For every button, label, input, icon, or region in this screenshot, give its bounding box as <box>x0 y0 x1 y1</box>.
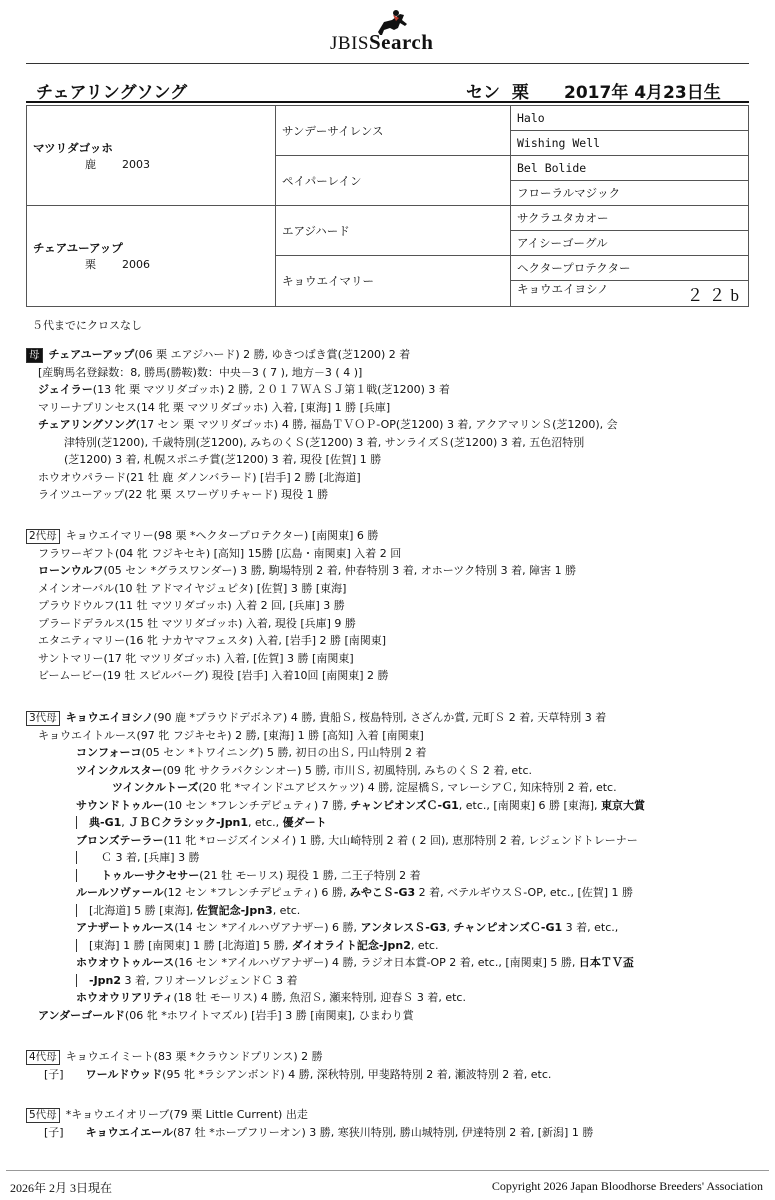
fourth-dam-section <box>26 1048 551 1083</box>
offspring-detail: (09 牝 サクラバクシンオー) 5 勝, 市川Ｓ, 初風特別, みちのくＳ 2 着, etc. <box>162 763 533 777</box>
graded-race: ダイオライト記念-Jpn2 <box>291 938 411 952</box>
offspring-detail: (13 牝 栗 マツリダゴッホ) 2 勝, ２０１７ＷＡＳＪ第１戦(芝1200) 3 着 <box>92 383 450 396</box>
offspring-name[interactable]: ジェイラー <box>38 383 93 396</box>
offspring-name[interactable]: ホウオウトゥルース <box>76 956 175 969</box>
offspring-detail: (05 セン *グラスワンダー) 3 勝, 駒場特別 2 着, 仲春特別 3 着, オホーツク特別 3 着, 障害 1 勝 <box>103 564 577 577</box>
separator: , <box>121 816 129 829</box>
offspring-detail: 3 着, etc., <box>562 921 619 934</box>
offspring-line: キョウエイトルース(97 牝 フジキセキ) 2 勝, [東海] 1 勝 [高知] 入着 [南関東] <box>38 728 424 742</box>
graded-race: -Jpn2 <box>89 973 122 987</box>
copyright: Copyright 2026 Japan Bloodhorse Breeders' Association <box>491 1179 763 1193</box>
as-of-date: 2026年 2月 3日現在 <box>10 1181 113 1195</box>
offspring-detail-cont: 津特別(芝1200), 千歳特別(芝1200), みちのくＳ(芝1200) 3 着, サンライズＳ(芝1200) 3 着, 五色沼特別 <box>64 435 585 449</box>
offspring-detail: [東海] 1 勝 [南関東] 1 勝 [北海道] 5 勝, <box>89 938 292 952</box>
offspring-detail: (20 牝 *マインドユアビスケッツ) 4 勝, 淀屋橋Ｓ, マレーシアＣ, 知床特別 2 着, etc. <box>198 781 617 794</box>
pedigree-g3-3[interactable]: Bel Bolide <box>511 156 749 181</box>
offspring-detail: 2 着, ベテルギウスＳ-OP, etc., [佐賀] 1 勝 <box>415 886 634 899</box>
graded-race: 佐賀記念-Jpn3 <box>196 903 273 917</box>
pedigree-sire[interactable] <box>27 106 276 206</box>
offspring-name[interactable]: アナザートゥルース <box>76 921 175 934</box>
offspring-detail: (12 セン *フレンチデピュティ) 6 勝, <box>163 886 350 899</box>
offspring-detail: (16 セン *アイルハヴアナザー) 4 勝, ラジオ日本賞-OP 2 着, etc., [南関東] 5 勝, <box>174 956 579 969</box>
pedigree-g2-3[interactable]: エアジハード <box>276 206 511 256</box>
section-tag-2nd-dam: 2代母 <box>26 529 60 544</box>
sire-year: 2003 <box>122 157 150 171</box>
offspring-line: ビームービー(19 牡 スピルバーグ) 現役 [岩手] 入着10回 [南関東] 2 勝 <box>38 669 389 682</box>
jbis-logo[interactable] <box>326 8 466 56</box>
offspring-detail: (06 牝 *ホワイトマズル) [岩手] 3 勝 [南関東], ひまわり賞 <box>124 1008 414 1022</box>
section-tag-dam: 母 <box>26 348 43 363</box>
sire-color: 鹿 <box>85 157 96 171</box>
graded-race: アンタレスＳ-G3 <box>360 921 447 934</box>
sire-name[interactable]: マツリダゴッホ <box>33 140 113 155</box>
offspring-line: エタニティマリー(16 牝 ナカヤマフェスタ) 入着, [岩手] 2 勝 [南関東] <box>38 634 387 647</box>
second-dam-line: キョウエイマリー(98 栗 *ヘクタープロテクター) [南関東] 6 勝 <box>65 529 379 542</box>
offspring-detail: (11 牝 *ロージズインメイ) 1 勝, 大山崎特別 2 着 ( 2 回), 恵那特別 2 着, レジェンドトレーナー <box>163 833 638 847</box>
horse-name: チェアリングソング <box>36 83 188 103</box>
offspring-name[interactable]: トゥルーサクセサー <box>101 868 200 882</box>
offspring-detail: , etc., [南関東] 6 勝 [東海], <box>458 798 602 812</box>
pedigree-g2-1[interactable]: サンデーサイレンス <box>276 106 511 156</box>
offspring-detail-cont: (芝1200) 3 着, 札幌スポニチ賞(芝1200) 3 着, 現役 [佐賀] 1 勝 <box>64 453 382 466</box>
offspring-detail: (10 セン *フレンチデピュティ) 7 勝, <box>163 798 351 812</box>
offspring-name[interactable]: コンフォーコ <box>76 746 142 759</box>
award: 優ダート <box>282 816 327 829</box>
offspring-detail: (14 セン *アイルハヴアナザー) 6 勝, <box>174 921 361 934</box>
graded-race: 日本ＴＶ盃 <box>578 956 634 969</box>
dam-year: 2006 <box>122 258 150 271</box>
offspring-line: ライツユーアップ(22 牝 栗 スワーヴリチャード) 現役 1 勝 <box>38 488 329 501</box>
offspring-name[interactable]: アンダーゴールド <box>38 1008 125 1022</box>
offspring-detail: , etc. <box>410 938 439 952</box>
dam-offspring-summary: [産駒馬名登録数：8, 勝馬(勝鞍)数：中央－3 ( 7 ), 地方－3 ( 4 )] <box>38 365 363 379</box>
title-divider <box>26 101 749 103</box>
pedigree-g3-7[interactable]: ヘクタープロテクター <box>511 256 749 281</box>
graded-race: チャンピオンズＣ-G1 <box>453 921 563 934</box>
offspring-detail: (18 牡 モーリス) 4 勝, 魚沼Ｓ, 瀬来特別, 迎春Ｓ 3 着, etc. <box>173 991 466 1004</box>
header-divider <box>26 63 749 64</box>
offspring-name[interactable]: ブロンズテーラー <box>76 833 164 847</box>
logo-text-search: Search <box>368 30 434 54</box>
offspring-name[interactable]: サウンドトゥルー <box>76 798 164 812</box>
offspring-name[interactable]: チェアリングソング <box>38 418 136 431</box>
dam-color: 栗 <box>85 258 96 271</box>
second-dam-section <box>26 527 576 685</box>
offspring-line: マリーナプリンセス(14 牝 栗 マツリダゴッホ) 入着, [東海] 1 勝 [兵庫] <box>38 400 391 414</box>
section-tag-3rd-dam: 3代母 <box>26 711 60 726</box>
inbreed-code: ２２b <box>686 286 744 305</box>
pedigree-g2-2[interactable]: ペイパーレイン <box>276 156 511 206</box>
third-dam-section <box>26 709 645 1024</box>
offspring-detail: , etc., <box>248 816 283 829</box>
child-marker: [子] <box>44 1067 64 1081</box>
fourth-dam-line: キョウエイミート(83 栗 *クラウンドプリンス) 2 勝 <box>65 1050 323 1063</box>
third-dam-name[interactable]: キョウエイヨシノ <box>65 711 154 724</box>
offspring-name[interactable]: ホウオウリアリティ <box>76 991 174 1004</box>
offspring-line: プラウドウルフ(11 牡 マツリダゴッホ) 入着 2 回, [兵庫] 3 勝 <box>38 599 345 612</box>
pedigree-g3-1[interactable]: Halo <box>511 106 749 131</box>
fifth-dam-section <box>26 1106 593 1141</box>
dam-section <box>26 346 618 504</box>
footer-divider <box>6 1170 769 1171</box>
pedigree-table <box>26 105 749 307</box>
pedigree-g3-4[interactable]: フローラルマジック <box>511 181 749 206</box>
offspring-name[interactable]: ローンウルフ <box>38 564 104 577</box>
pedigree-g3-2[interactable]: Wishing Well <box>511 131 749 156</box>
dam-line-name[interactable]: チェアユーアップ <box>48 348 135 361</box>
offspring-line: サントマリー(17 牝 マツリダゴッホ) 入着, [佐賀] 3 勝 [南関東] <box>38 651 354 665</box>
offspring-line: メインオーバル(10 牡 アドマイヤジュピタ) [佐賀] 3 勝 [東海] <box>38 581 347 595</box>
offspring-name[interactable]: ツインクルトーズ <box>112 781 199 794</box>
pedigree-g3-6[interactable]: アイシーゴーグル <box>511 231 749 256</box>
logo-text-jbis: JBIS <box>330 33 369 54</box>
horse-birth-date: 2017年 4月23日生 <box>564 83 721 103</box>
offspring-name[interactable]: キョウエイエール <box>85 1125 173 1139</box>
offspring-line: フラワーギフト(04 牝 フジキセキ) [高知] 15勝 [広島・南関東] 入着 2 回 <box>38 546 402 560</box>
offspring-name[interactable]: ワールドウッド <box>85 1067 163 1081</box>
dam-line-detail: (06 栗 エアジハード) 2 勝, ゆきつばき賞(芝1200) 2 着 <box>134 348 411 361</box>
pedigree-g2-4[interactable]: キョウエイマリー <box>276 256 511 307</box>
offspring-line: プラードデラルス(15 牡 マツリダゴッホ) 入着, 現役 [兵庫] 9 勝 <box>38 616 356 630</box>
graded-race: みやこＳ-G3 <box>349 886 416 899</box>
offspring-detail: (17 セン 栗 マツリダゴッホ) 4 勝, 福島ＴＶＯＰ-OP(芝1200) 3 着, アクアマリンＳ(芝1200), 会 <box>135 418 618 431</box>
offspring-detail: (21 牡 モーリス) 現役 1 勝, 二王子特別 2 着 <box>199 868 421 882</box>
offspring-name[interactable]: ルールソヴァール <box>76 886 164 899</box>
offspring-detail: 3 着, フリオーソレジェンドＣ 3 着 <box>121 973 298 987</box>
graded-race: 東京大賞 <box>601 798 646 812</box>
horse-sex-color: セン 栗 <box>466 83 529 103</box>
graded-race: チャンピオンズＣ-G1 <box>350 798 459 812</box>
separator: , <box>446 921 454 934</box>
pedigree-g3-8-name[interactable]: キョウエイヨシノ <box>517 282 609 296</box>
child-marker: [子] <box>44 1125 64 1139</box>
third-dam-detail: (90 鹿 *プラウドデボネア) 4 勝, 貴船Ｓ, 桜島特別, さざんか賞, 元町Ｓ 2 着, 天草特別 3 着 <box>153 711 607 724</box>
graded-race: ＪＢＣクラシック-Jpn1 <box>128 816 249 829</box>
offspring-detail: (95 牝 *ラシアンボンド) 4 勝, 深秋特別, 甲斐路特別 2 着, 瀬波特別 2 着, etc. <box>162 1067 552 1081</box>
cross-note: ５代までにクロスなし <box>32 319 142 332</box>
pedigree-dam[interactable] <box>27 206 276 307</box>
section-tag-5th-dam: 5代母 <box>26 1108 60 1123</box>
offspring-detail: , etc. <box>272 903 301 917</box>
dam-name[interactable]: チェアユーアップ <box>33 241 123 255</box>
offspring-line: ホウオウパラード(21 牡 鹿 ダノンバラード) [岩手] 2 勝 [北海道] <box>38 470 361 484</box>
offspring-name[interactable]: ツインクルスター <box>76 763 163 777</box>
offspring-detail-cont: Ｃ 3 着, [兵庫] 3 勝 <box>76 851 200 864</box>
offspring-detail: [北海道] 5 勝 [東海], <box>89 903 197 917</box>
fifth-dam-line: *キョウエイオリーブ(79 栗 Little Current) 出走 <box>65 1108 308 1121</box>
pedigree-g3-8[interactable] <box>511 281 749 307</box>
pedigree-g3-5[interactable]: サクラユタカオー <box>511 206 749 231</box>
section-tag-4th-dam: 4代母 <box>26 1050 60 1065</box>
offspring-detail: (87 牡 *ホープフリーオン) 3 勝, 寒狭川特別, 勝山城特別, 伊達特別 2 着, [新潟] 1 勝 <box>172 1125 594 1139</box>
offspring-detail: (05 セン *トワイニング) 5 勝, 初日の出Ｓ, 円山特別 2 着 <box>141 746 427 759</box>
graded-race: 典-G1 <box>89 816 122 829</box>
